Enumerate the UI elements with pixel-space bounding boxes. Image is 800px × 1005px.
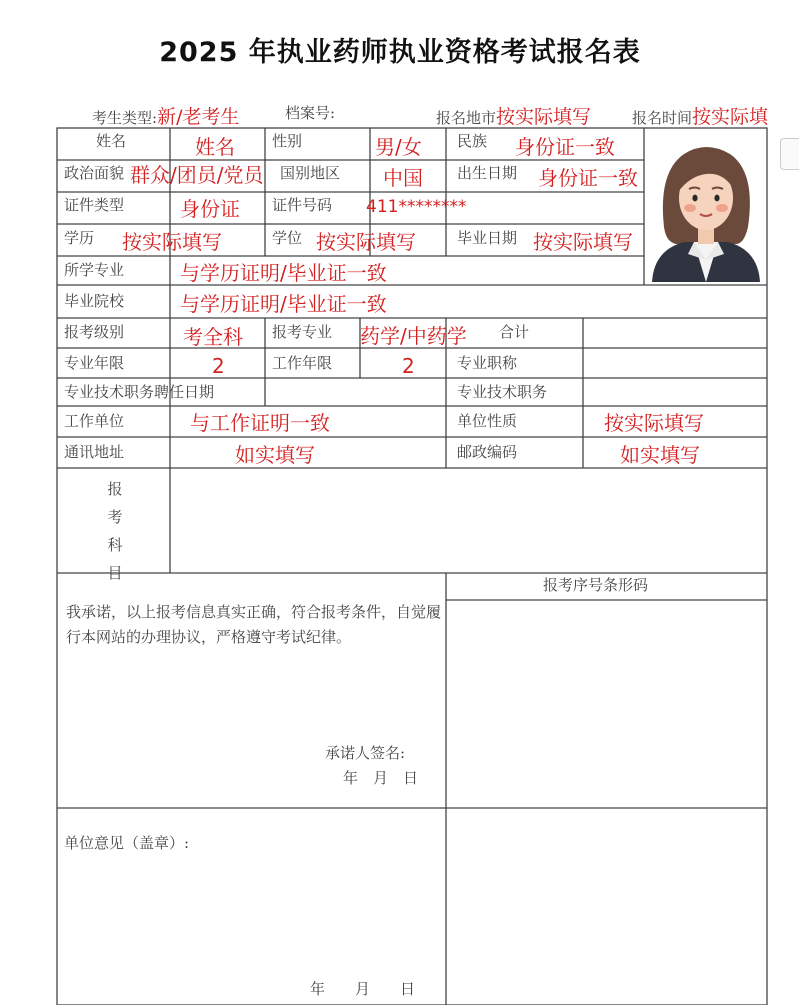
name-label: 姓名 — [96, 132, 127, 150]
gender-label: 性别 — [272, 132, 303, 150]
title-label: 专业职称 — [457, 354, 518, 372]
subjects-char-4: 目 — [107, 564, 123, 582]
degree-value: 按实际填写 — [316, 230, 416, 254]
pledge-text: 我承诺，以上报考信息真实正确，符合报考条件，自觉履行本网站的办理协议，严格遵守考试纪律。 — [66, 603, 442, 646]
total-label: 合计 — [499, 323, 530, 341]
subjects-char-3: 科 — [107, 536, 123, 554]
registration-time-label: 报名时间 — [632, 109, 693, 127]
degree-label: 学位 — [272, 229, 303, 247]
id-number-value: 411******** — [366, 197, 467, 217]
employer-label: 工作单位 — [64, 412, 125, 430]
employer-value: 与工作证明一致 — [190, 411, 330, 435]
work-years-label: 工作年限 — [272, 354, 333, 372]
exam-major-value: 药学/中药学 — [360, 324, 467, 348]
address-label: 通讯地址 — [64, 443, 125, 461]
registration-city-label: 报名地市 — [436, 109, 497, 127]
tech-post-label: 专业技术职务 — [457, 383, 548, 401]
barcode-label: 报考序号条形码 — [543, 576, 649, 594]
employer-type-label: 单位性质 — [457, 412, 518, 430]
name-value: 姓名 — [195, 135, 235, 159]
candidate-type-value: 新/老考生 — [157, 106, 240, 128]
political-value: 群众/团员/党员 — [130, 163, 264, 187]
unit-opinion-label: 单位意见（盖章）: — [64, 834, 190, 852]
signer-label: 承诺人签名: — [325, 744, 406, 762]
pledge-date: 年 月 日 — [343, 769, 419, 787]
political-label: 政治面貌 — [64, 164, 125, 182]
major-label: 所学专业 — [64, 261, 125, 279]
id-type-value: 身份证 — [180, 197, 240, 221]
id-number-label: 证件号码 — [272, 196, 333, 214]
exam-subjects-label — [100, 475, 130, 587]
work-years-value: 2 — [402, 354, 415, 378]
major-value: 与学历证明/毕业证一致 — [180, 261, 387, 285]
subjects-char-1: 报 — [107, 480, 123, 498]
ethnicity-label: 民族 — [457, 132, 488, 150]
school-value: 与学历证明/毕业证一致 — [180, 292, 387, 316]
registration-time-value: 按实际填 — [692, 106, 769, 128]
graduation-date-value: 按实际填写 — [533, 230, 633, 254]
id-type-label: 证件类型 — [64, 196, 125, 214]
file-number-label: 档案号: — [285, 104, 336, 122]
postcode-value: 如实填写 — [620, 443, 700, 467]
exam-level-label: 报考级别 — [64, 323, 125, 341]
side-panel-toggle[interactable] — [780, 138, 799, 170]
form-title: 2025 年执业药师执业资格考试报名表 — [159, 37, 641, 68]
birth-value: 身份证一致 — [538, 166, 638, 190]
candidate-type-label: 考生类型: — [92, 109, 158, 127]
employer-type-value: 按实际填写 — [604, 411, 704, 435]
exam-level-value: 考全科 — [183, 325, 243, 349]
major-years-value: 2 — [212, 354, 225, 378]
gender-value: 男/女 — [375, 135, 422, 159]
postcode-label: 邮政编码 — [457, 443, 518, 461]
region-label: 国别地区 — [280, 164, 341, 182]
education-label: 学历 — [64, 229, 95, 247]
female-avatar-icon — [644, 132, 768, 282]
ethnicity-value: 身份证一致 — [515, 135, 615, 159]
address-value: 如实填写 — [235, 443, 315, 467]
unit-opinion-date: 年 月 日 — [310, 980, 416, 998]
registration-city-value: 按实际填写 — [496, 106, 592, 128]
birth-label: 出生日期 — [457, 164, 518, 182]
appointment-date-label: 专业技术职务聘任日期 — [64, 383, 215, 401]
major-years-label: 专业年限 — [64, 354, 125, 372]
education-value: 按实际填写 — [122, 230, 222, 254]
graduation-date-label: 毕业日期 — [457, 229, 518, 247]
region-value: 中国 — [383, 166, 423, 190]
school-label: 毕业院校 — [64, 292, 125, 310]
subjects-char-2: 考 — [107, 508, 123, 526]
exam-major-label: 报考专业 — [272, 323, 333, 341]
